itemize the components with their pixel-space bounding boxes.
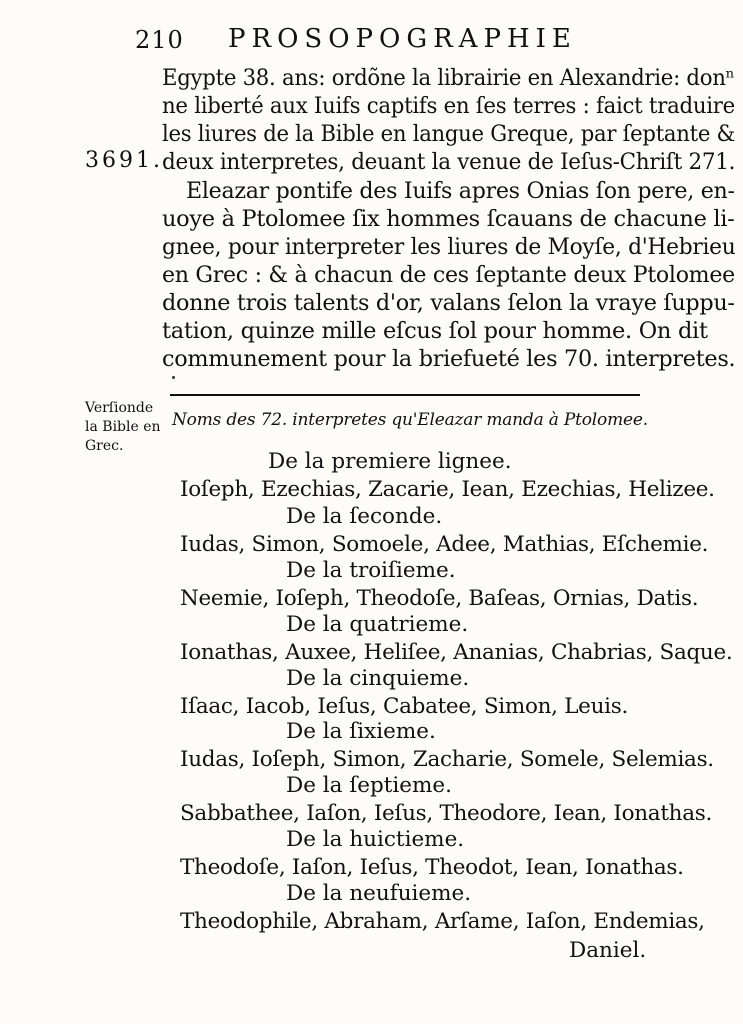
lineage-label: De la neufuieme. <box>286 881 472 906</box>
page-number: 210 <box>135 26 184 54</box>
body-line: ne liberté aux Iuifs captifs en ſes terres : faict traduire <box>162 93 735 119</box>
lineage-label: De la quatrieme. <box>286 612 469 637</box>
lineage-label: De la ſeconde. <box>286 504 443 529</box>
lineage-label: De la huictieme. <box>286 827 465 852</box>
body-line: les liures de la Bible en langue Greque, par ſeptante & <box>162 121 736 147</box>
body-line: tation, quinze mille eſcus ſol pour homme. On dit <box>162 318 708 344</box>
names-line-continuation: Daniel. <box>569 938 647 963</box>
body-line: Egypte 38. ans: ordõne la librairie en Alexandrie: donⁿ <box>162 65 735 91</box>
names-line: Iſaac, Iacob, Ieſus, Cabatee, Simon, Leuis. <box>180 694 628 719</box>
body-line: Eleazar pontife des Iuifs apres Onias ſon pere, en- <box>186 178 735 204</box>
running-title: PROSOPOGRAPHIE <box>228 24 577 54</box>
body-line: gnee, pour interpreter les liures de Moyſe, d'Hebrieu <box>162 234 736 260</box>
names-line: Iudas, Ioſeph, Simon, Zacharie, Somele, Selemias. <box>180 747 714 772</box>
margin-year: 3691. <box>85 148 163 173</box>
body-line: en Grec : & à chacun de ces ſeptante deux Ptolomee <box>162 262 735 288</box>
lineage-label: De la cinquieme. <box>286 666 470 691</box>
body-line: communement pour la briefueté les 70. interpretes. <box>162 346 736 372</box>
lineage-label: De la premiere lignee. <box>268 449 512 474</box>
body-line: donne trois talents d'or, valans ſelon la vraye ſuppu- <box>162 290 735 316</box>
names-line: Ionathas, Auxee, Heliſee, Ananias, Chabrias, Saque. <box>180 640 733 665</box>
names-line: Theodoſe, Iaſon, Ieſus, Theodot, Iean, Ionathas. <box>180 855 684 880</box>
names-line: Ioſeph, Ezechias, Zacarie, Iean, Ezechias, Helizee. <box>180 477 715 502</box>
names-line: Iudas, Simon, Somoele, Adee, Mathias, Eſchemie. <box>180 532 709 557</box>
list-heading: Noms des 72. interpretes qu'Eleazar manda à Ptolomee. <box>172 410 648 430</box>
lineage-label: De la ſeptieme. <box>286 773 452 798</box>
names-line: Neemie, Ioſeph, Theodoſe, Baſeas, Ornias, Datis. <box>180 586 699 611</box>
body-line: deux interpretes, deuant la venue de Ieſus-Chriſt 271. <box>162 149 736 175</box>
margin-note-line: Grec. <box>85 438 124 454</box>
margin-note-line: la Bible en <box>85 419 161 435</box>
horizontal-rule <box>170 394 640 396</box>
names-line: Sabbathee, Iaſon, Ieſus, Theodore, Iean, Ionathas. <box>180 801 713 826</box>
lineage-label: De la ſixieme. <box>286 719 436 744</box>
body-line: uoye à Ptolomee ſix hommes ſcauans de chacune li- <box>162 206 735 232</box>
names-line: Theodophile, Abraham, Arſame, Iaſon, Endemias, <box>180 909 705 934</box>
margin-note-line: Verſionde <box>85 400 154 416</box>
ink-dot <box>172 376 175 379</box>
lineage-label: De la troiſieme. <box>286 558 456 583</box>
